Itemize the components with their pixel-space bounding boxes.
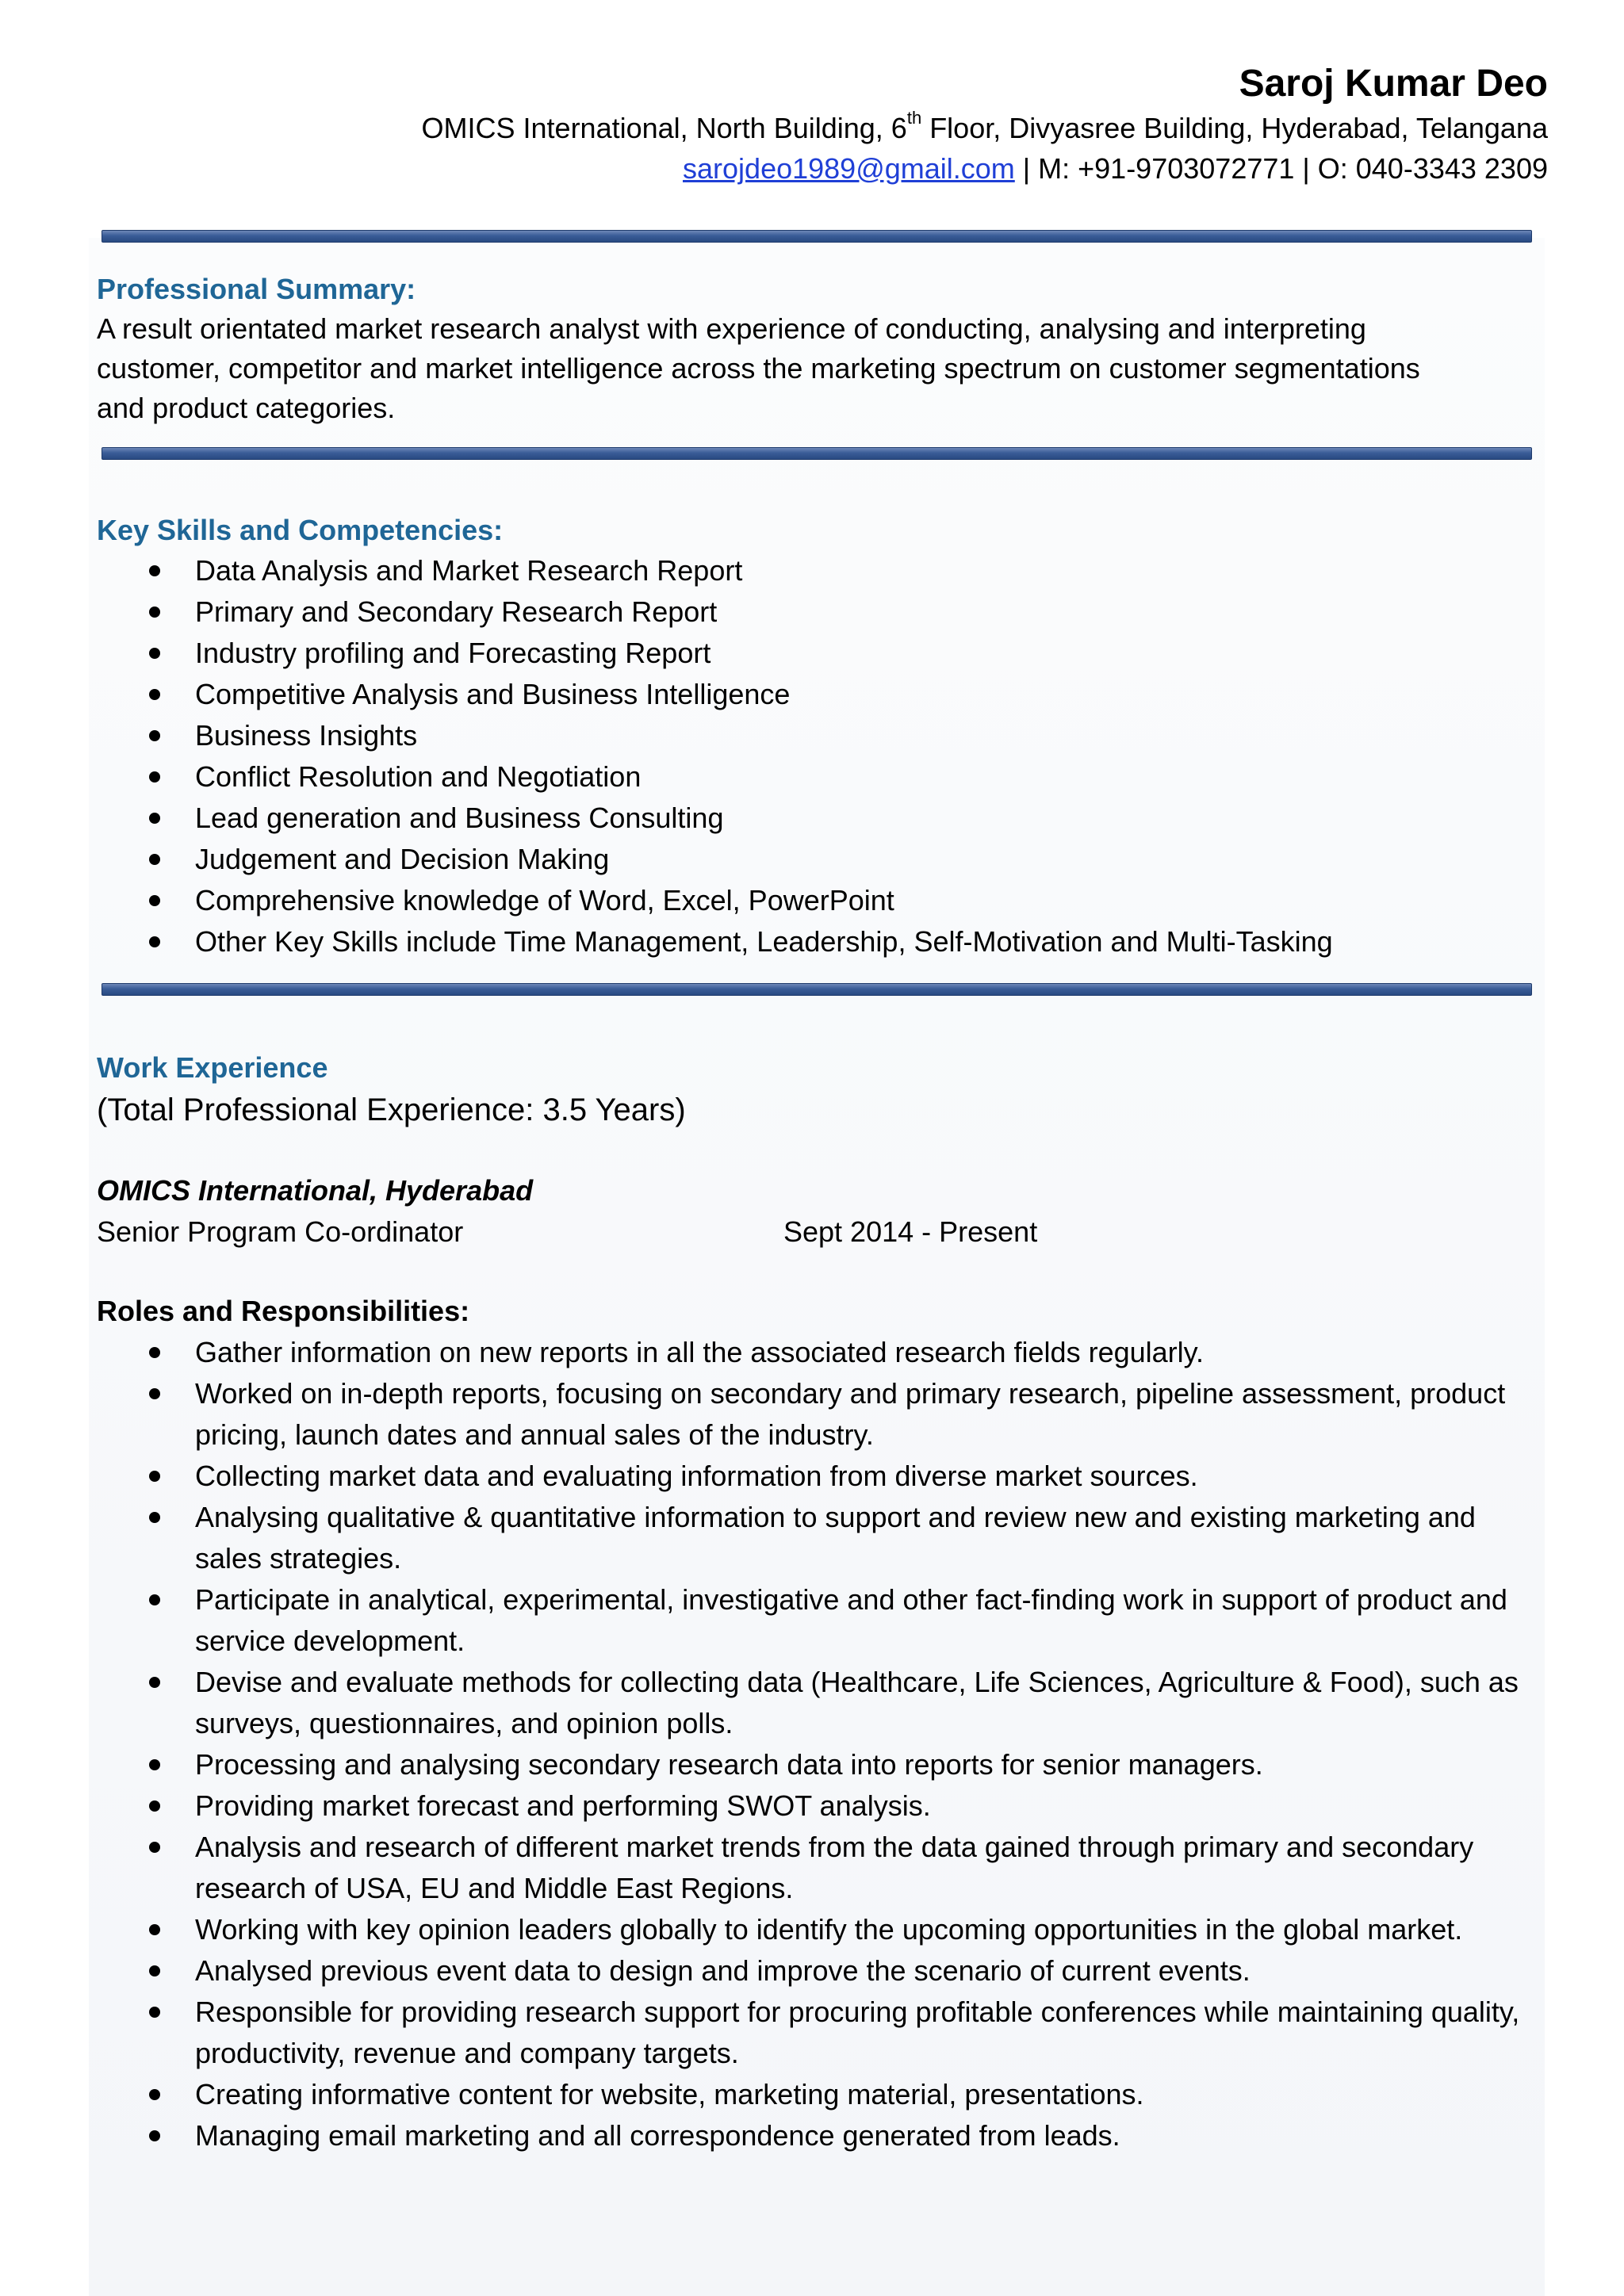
skill-item: Judgement and Decision Making xyxy=(97,839,1548,880)
responsibility-item: Analysing qualitative & quantitative information to support and review new and existing marketing and sales strategies. xyxy=(97,1497,1548,1579)
total-experience: (Total Professional Experience: 3.5 Years) xyxy=(97,1093,686,1127)
experience-section xyxy=(97,1048,1548,2156)
responsibility-item: Analysis and research of different market trends from the data gained through primary and secondary research of USA, EU and Middle East Regions. xyxy=(97,1827,1548,1909)
skill-item: Business Insights xyxy=(97,715,1548,756)
skill-item: Other Key Skills include Time Management, Leadership, Self-Motivation and Multi-Tasking xyxy=(97,921,1548,962)
summary-section xyxy=(97,270,1548,428)
responsibility-item: Collecting market data and evaluating information from diverse market sources. xyxy=(97,1456,1548,1497)
summary-line: customer, competitor and market intelligence across the marketing spectrum on customer segmentations xyxy=(97,352,1420,385)
phone-numbers: | M: +91-9703072771 | O: 040-3343 2309 xyxy=(1014,152,1548,185)
skills-list xyxy=(97,550,1548,962)
skill-item: Industry profiling and Forecasting Report xyxy=(97,633,1548,674)
section-divider xyxy=(102,983,1532,996)
responsibility-item: Gather information on new reports in all the associated research fields regularly. xyxy=(97,1332,1548,1373)
position-row xyxy=(97,1211,1548,1253)
responsibilities-list xyxy=(97,1332,1548,2156)
summary-title: Professional Summary: xyxy=(97,273,416,305)
address-part-1: OMICS International, North Building, 6 xyxy=(421,112,907,144)
responsibility-item: Working with key opinion leaders globally to identify the upcoming opportunities in the global market. xyxy=(97,1909,1548,1950)
section-divider xyxy=(102,447,1532,460)
skill-item: Comprehensive knowledge of Word, Excel, PowerPoint xyxy=(97,880,1548,921)
section-divider xyxy=(102,230,1532,243)
responsibility-item: Devise and evaluate methods for collecting data (Healthcare, Life Sciences, Agriculture & Food), such as surveys, questionnaires, and opinion polls. xyxy=(97,1662,1548,1744)
address-superscript: th xyxy=(906,108,922,128)
summary-line: A result orientated market research analyst with experience of conducting, analysing and interpreting xyxy=(97,312,1366,345)
responsibility-item: Creating informative content for website, marketing material, presentations. xyxy=(97,2074,1548,2115)
responsibility-item: Managing email marketing and all correspondence generated from leads. xyxy=(97,2115,1548,2156)
position-title: Senior Program Co-ordinator xyxy=(97,1215,464,1248)
position-dates: Sept 2014 - Present xyxy=(783,1215,1038,1248)
skills-title: Key Skills and Competencies: xyxy=(97,514,504,546)
experience-title: Work Experience xyxy=(97,1051,328,1084)
skill-item: Lead generation and Business Consulting xyxy=(97,798,1548,839)
responsibility-item: Worked on in-depth reports, focusing on secondary and primary research, pipeline assessment, product pricing, launch dates and annual sales of the industry. xyxy=(97,1373,1548,1456)
responsibility-item: Responsible for providing research support for procuring profitable conferences while maintaining quality, productivity, revenue and company targets. xyxy=(97,1992,1548,2074)
responsibility-item: Analysed previous event data to design and improve the scenario of current events. xyxy=(97,1950,1548,1992)
skills-section xyxy=(97,511,1548,962)
skill-item: Competitive Analysis and Business Intelligence xyxy=(97,674,1548,715)
responsibility-item: Processing and analysing secondary research data into reports for senior managers. xyxy=(97,1744,1548,1785)
responsibility-item: Participate in analytical, experimental, investigative and other fact-finding work in support of product and service development. xyxy=(97,1579,1548,1662)
address-part-2: Floor, Divyasree Building, Hyderabad, Telangana xyxy=(921,112,1548,144)
address xyxy=(422,108,1548,149)
roles-title: Roles and Responsibilities: xyxy=(97,1295,470,1327)
skill-item: Primary and Secondary Research Report xyxy=(97,591,1548,633)
email-link[interactable]: sarojdeo1989@gmail.com xyxy=(683,152,1015,185)
responsibility-item: Providing market forecast and performing SWOT analysis. xyxy=(97,1785,1548,1827)
company-name: OMICS International, Hyderabad xyxy=(97,1174,534,1207)
summary-line: and product categories. xyxy=(97,392,396,424)
candidate-name: Saroj Kumar Deo xyxy=(1239,63,1548,105)
skill-item: Data Analysis and Market Research Report xyxy=(97,550,1548,591)
skill-item: Conflict Resolution and Negotiation xyxy=(97,756,1548,798)
resume-header xyxy=(422,60,1548,189)
contact-line xyxy=(422,149,1548,189)
